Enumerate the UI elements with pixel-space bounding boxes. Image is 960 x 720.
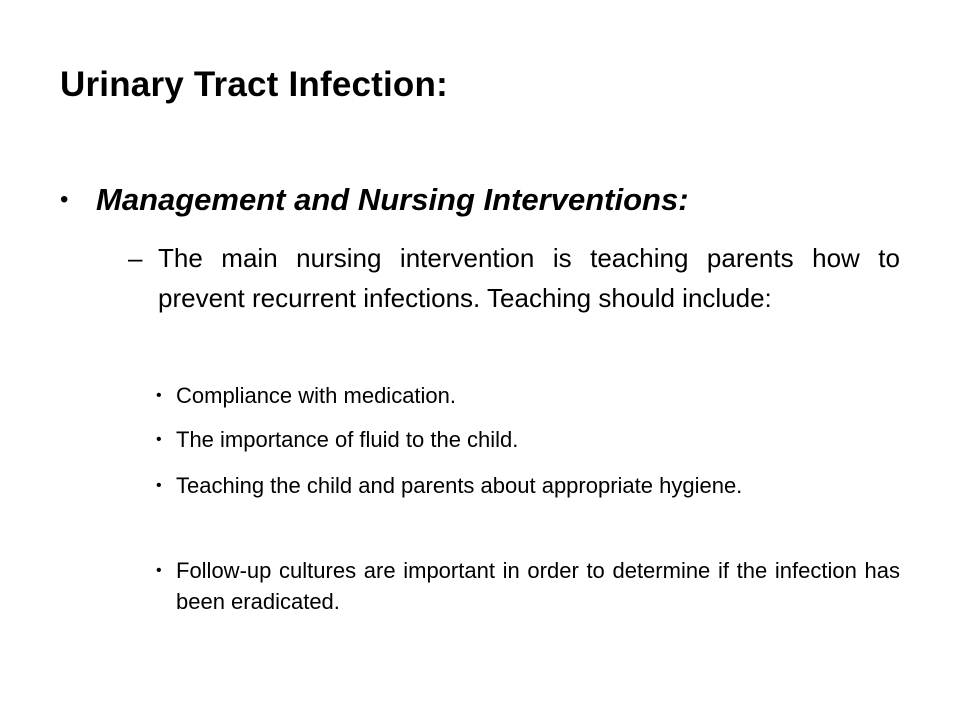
- list-item-text: Compliance with medication.: [176, 383, 457, 408]
- section-heading-text: Management and Nursing Interventions:: [96, 182, 689, 217]
- bullet-marker: •: [156, 387, 162, 404]
- bullet-marker: •: [156, 562, 162, 579]
- slide-title: Urinary Tract Infection:: [60, 65, 448, 104]
- bullet-marker: •: [156, 477, 162, 494]
- list-item: [156, 470, 900, 501]
- list-item: [156, 380, 900, 411]
- subpoint: [128, 238, 900, 318]
- section-heading: [60, 178, 900, 222]
- list-item: [156, 424, 900, 455]
- bullet-marker: •: [60, 186, 69, 213]
- bullet-marker: •: [156, 431, 162, 448]
- list-item-text: Teaching the child and parents about appropriate hygiene.: [176, 473, 743, 498]
- list-item-text: Follow-up cultures are important in order to determine if the infection has been eradicated.: [176, 558, 900, 614]
- list-item: [156, 555, 900, 617]
- subpoint-text: The main nursing intervention is teaching parents how to prevent recurrent infections. Teaching should include:: [158, 243, 900, 313]
- list-item-text: The importance of fluid to the child.: [176, 427, 519, 452]
- dash-marker: –: [128, 243, 143, 273]
